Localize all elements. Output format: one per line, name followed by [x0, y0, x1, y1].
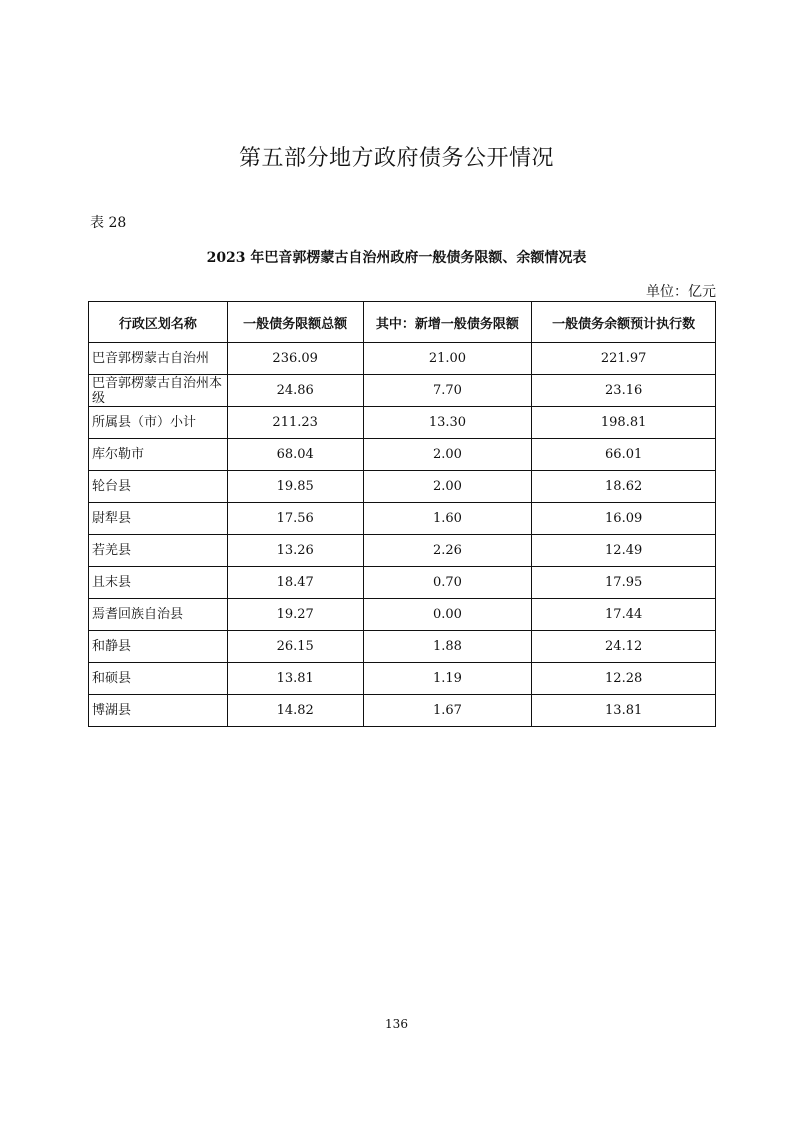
table-row — [89, 343, 716, 375]
table-row — [89, 663, 716, 695]
table-row — [89, 535, 716, 567]
debt-limit-cell: 68.04 — [227, 439, 363, 471]
balance-cell: 13.81 — [532, 695, 716, 727]
new-limit-cell: 1.60 — [363, 503, 532, 535]
debt-limit-cell: 19.27 — [227, 599, 363, 631]
table-title: 2023 年巴音郭楞蒙古自治州政府一般债务限额、余额情况表 — [206, 250, 587, 266]
balance-cell: 221.97 — [532, 343, 716, 375]
header-debt-balance-estimate: 一般债务余额预计执行数 — [532, 302, 716, 343]
table-row — [89, 471, 716, 503]
page-number: 136 — [385, 1017, 408, 1031]
table-row — [89, 375, 716, 407]
table-number: 表 28 — [90, 215, 127, 231]
debt-limit-cell: 18.47 — [227, 567, 363, 599]
debt-limit-cell: 24.86 — [227, 375, 363, 407]
table-header-row — [89, 302, 716, 343]
debt-limit-cell: 19.85 — [227, 471, 363, 503]
new-limit-cell: 0.00 — [363, 599, 532, 631]
debt-limit-cell: 236.09 — [227, 343, 363, 375]
table-row — [89, 407, 716, 439]
new-limit-cell: 1.88 — [363, 631, 532, 663]
table-row — [89, 503, 716, 535]
new-limit-cell: 2.00 — [363, 439, 532, 471]
header-debt-limit-total: 一般债务限额总额 — [227, 302, 363, 343]
new-limit-cell: 1.19 — [363, 663, 532, 695]
debt-limit-cell: 26.15 — [227, 631, 363, 663]
region-name-cell: 博湖县 — [89, 695, 228, 727]
header-new-debt-limit: 其中：新增一般债务限额 — [363, 302, 532, 343]
balance-cell: 66.01 — [532, 439, 716, 471]
table-row — [89, 599, 716, 631]
balance-cell: 18.62 — [532, 471, 716, 503]
balance-cell: 23.16 — [532, 375, 716, 407]
debt-limit-cell: 13.81 — [227, 663, 363, 695]
header-region-name: 行政区划名称 — [89, 302, 228, 343]
balance-cell: 12.28 — [532, 663, 716, 695]
balance-cell: 12.49 — [532, 535, 716, 567]
region-name-cell: 若羌县 — [89, 535, 228, 567]
new-limit-cell: 1.67 — [363, 695, 532, 727]
balance-cell: 17.95 — [532, 567, 716, 599]
new-limit-cell: 21.00 — [363, 343, 532, 375]
table-row — [89, 631, 716, 663]
debt-table — [88, 301, 716, 727]
table-row — [89, 695, 716, 727]
region-name-cell: 且末县 — [89, 567, 228, 599]
region-name-cell: 巴音郭楞蒙古自治州 — [89, 343, 228, 375]
unit-label: 单位：亿元 — [646, 284, 716, 300]
debt-limit-cell: 17.56 — [227, 503, 363, 535]
debt-limit-cell: 14.82 — [227, 695, 363, 727]
new-limit-cell: 7.70 — [363, 375, 532, 407]
balance-cell: 16.09 — [532, 503, 716, 535]
region-name-cell: 巴音郭楞蒙古自治州本级 — [89, 375, 228, 407]
region-name-cell: 库尔勒市 — [89, 439, 228, 471]
table-row — [89, 439, 716, 471]
debt-limit-cell: 13.26 — [227, 535, 363, 567]
table-row — [89, 567, 716, 599]
balance-cell: 24.12 — [532, 631, 716, 663]
region-name-cell: 和硕县 — [89, 663, 228, 695]
new-limit-cell: 0.70 — [363, 567, 532, 599]
balance-cell: 17.44 — [532, 599, 716, 631]
region-name-cell: 轮台县 — [89, 471, 228, 503]
debt-limit-cell: 211.23 — [227, 407, 363, 439]
page-title: 第五部分地方政府债务公开情况 — [238, 146, 554, 171]
region-name-cell: 所属县（市）小计 — [89, 407, 228, 439]
balance-cell: 198.81 — [532, 407, 716, 439]
new-limit-cell: 2.26 — [363, 535, 532, 567]
region-name-cell: 焉耆回族自治县 — [89, 599, 228, 631]
region-name-cell: 和静县 — [89, 631, 228, 663]
new-limit-cell: 2.00 — [363, 471, 532, 503]
new-limit-cell: 13.30 — [363, 407, 532, 439]
region-name-cell: 尉犁县 — [89, 503, 228, 535]
